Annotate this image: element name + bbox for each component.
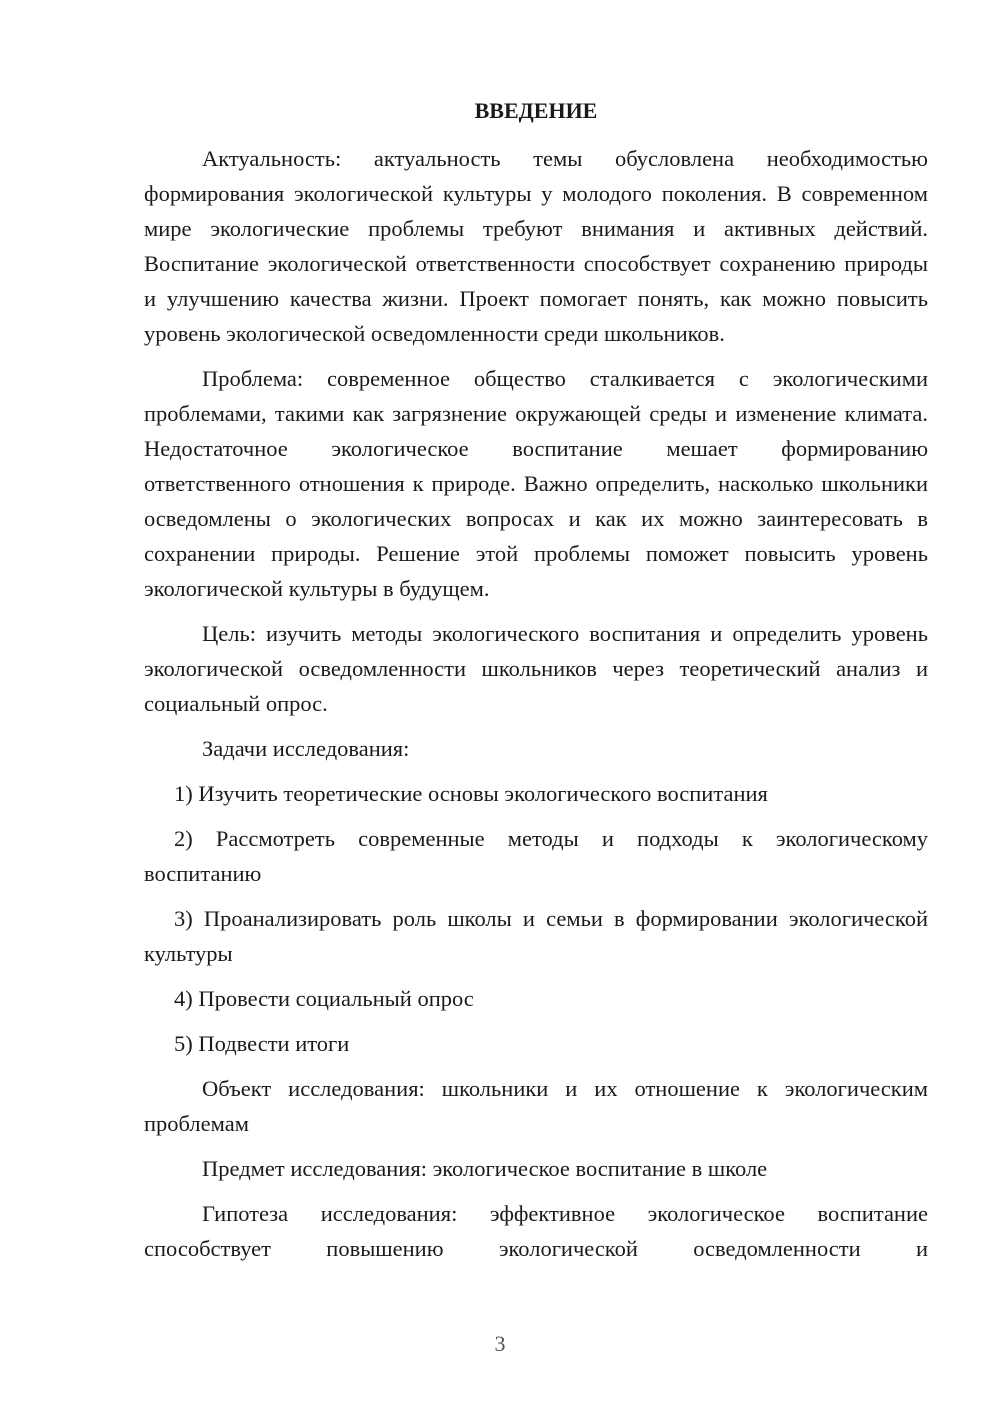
task-item-1: 1) Изучить теоретические основы экологического воспитания: [174, 781, 768, 806]
task-item-4: 4) Провести социальный опрос: [174, 986, 474, 1011]
problem-paragraph: Проблема: современное общество сталкивается с экологическими проблемами, такими как загрязнение окружающей среды и изменение климата. Недостаточное экологическое воспитание мешает формированию ответственного отношения к природе. Важно определить, насколько школьники осведомлены о экологических вопросах и как их можно заинтересовать в сохранении природы. Решение этой проблемы поможет повысить уровень экологической культуры в будущем.: [144, 366, 928, 601]
task-item-2: 2) Рассмотреть современные методы и подходы к экологическому воспитанию: [144, 826, 928, 886]
subject-paragraph: Предмет исследования: экологическое воспитание в школе: [202, 1156, 768, 1181]
section-title: ВВЕДЕНИЕ: [474, 98, 598, 123]
object-paragraph: Объект исследования: школьники и их отношение к экологическим проблемам: [144, 1076, 928, 1136]
task-item-3: 3) Проанализировать роль школы и семьи в формировании экологической культуры: [144, 906, 928, 966]
page-number: 3: [494, 1331, 506, 1356]
hypothesis-paragraph: Гипотеза исследования: эффективное экологическое воспитание способствует повышению экологической осведомленности и: [144, 1201, 928, 1261]
goal-paragraph: Цель: изучить методы экологического воспитания и определить уровень экологической осведомленности школьников через теоретический анализ и социальный опрос.: [144, 621, 928, 716]
page-body: [144, 93, 928, 1276]
tasks-heading: Задачи исследования:: [202, 736, 410, 761]
relevance-paragraph: Актуальность: актуальность темы обусловлена необходимостью формирования экологической культуры у молодого поколения. В современном мире экологические проблемы требуют внимания и активных действий. Воспитание экологической ответственности способствует сохранению природы и улучшению качества жизни. Проект помогает понять, как можно повысить уровень экологической осведомленности среди школьников.: [144, 146, 928, 346]
task-item-5: 5) Подвести итоги: [174, 1031, 350, 1056]
